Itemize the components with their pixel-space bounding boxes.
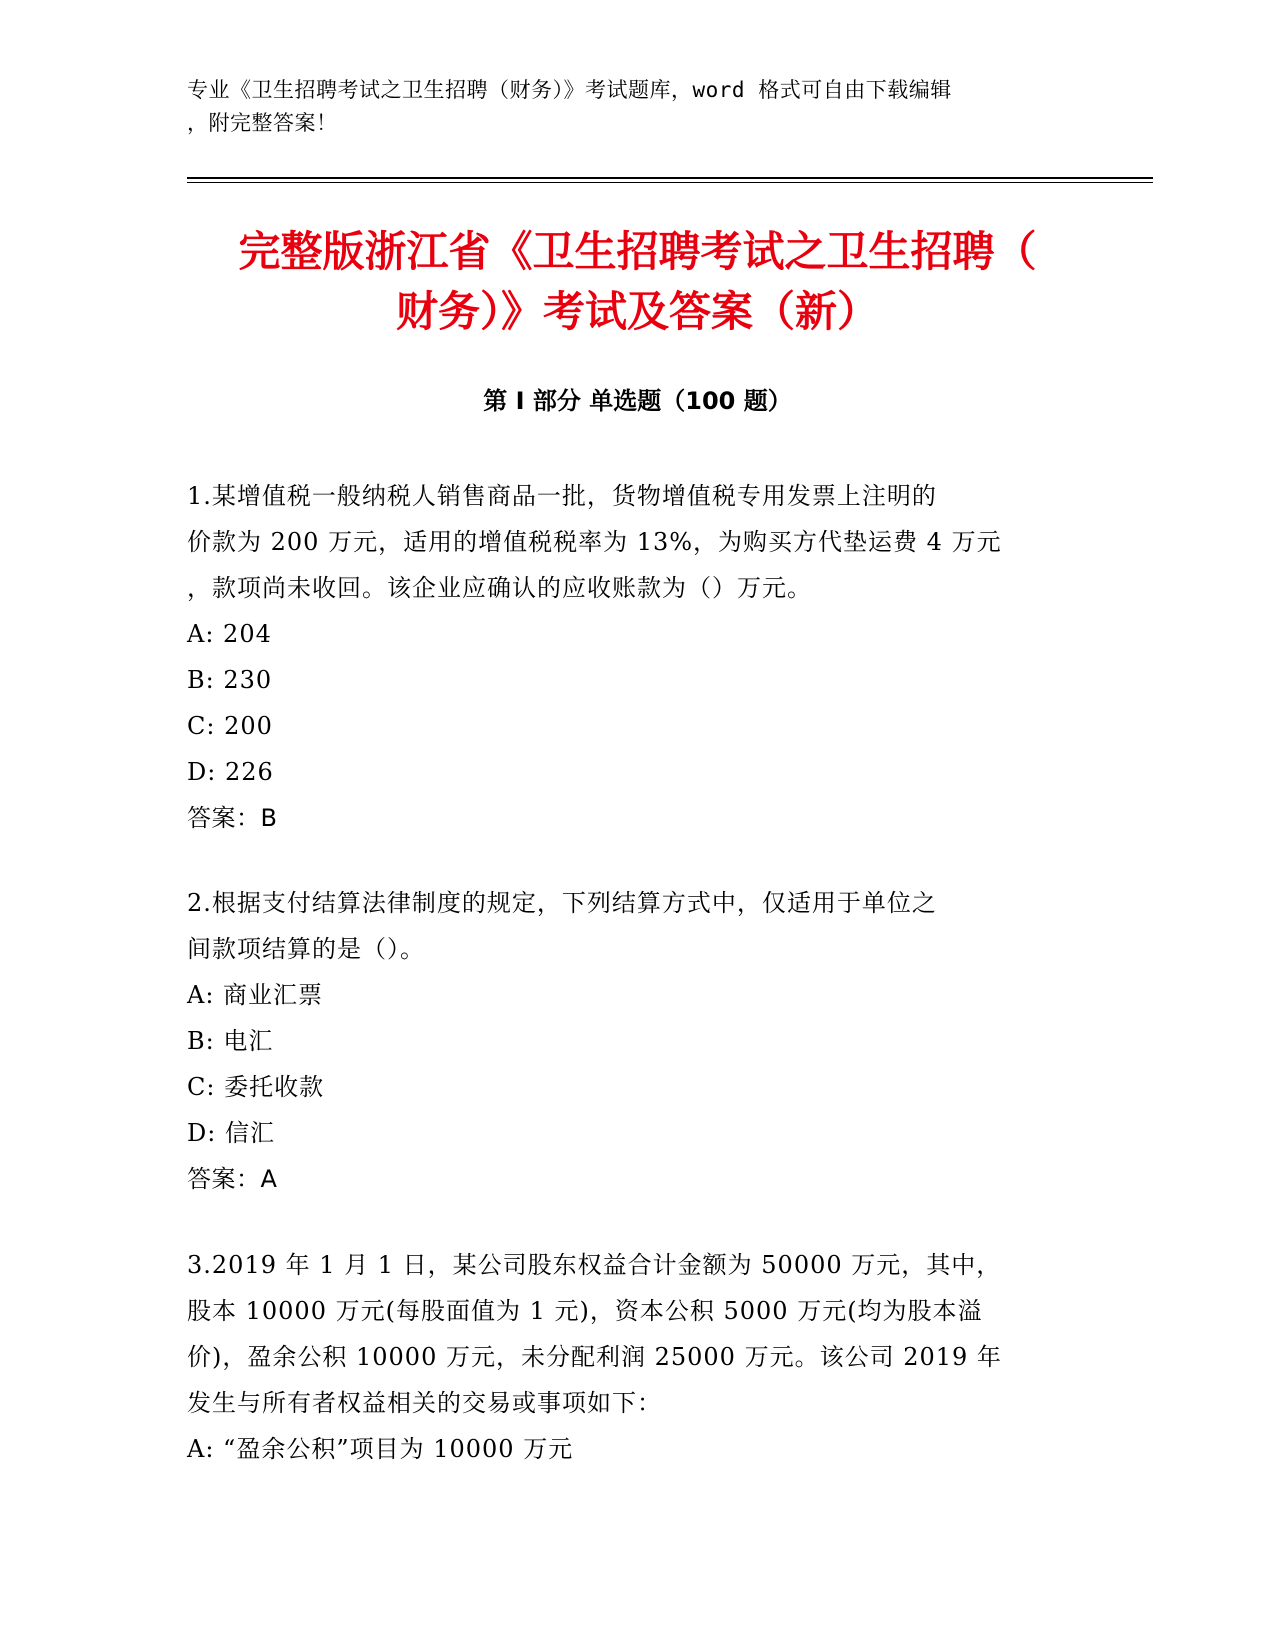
header-note-line-1: 专业《卫生招聘考试之卫生招聘（财务）》考试题库，word 格式可自由下载编辑 xyxy=(187,78,952,102)
question-1-option-c: C: 200 xyxy=(187,712,273,740)
question-2-option-d: D: 信汇 xyxy=(187,1119,275,1147)
question-3-stem-line-4: 发生与所有者权益相关的交易或事项如下： xyxy=(187,1389,662,1417)
section-heading: 第 I 部分 单选题（100 题） xyxy=(483,387,792,415)
question-1-option-b: B: 230 xyxy=(187,666,273,694)
question-2-option-b: B: 电汇 xyxy=(187,1027,274,1055)
question-3-stem-line-2: 股本 10000 万元(每股面值为 1 元)，资本公积 5000 万元(均为股本溢 xyxy=(187,1297,983,1325)
question-2-answer: 答案：A xyxy=(187,1165,278,1193)
document-title-line-1: 完整版浙江省《卫生招聘考试之卫生招聘（ xyxy=(238,227,1037,276)
document-title-line-2: 财务）》考试及答案（新） xyxy=(395,287,879,336)
question-1-stem-line-2: 价款为 200 万元，适用的增值税税率为 13%，为购买方代垫运费 4 万元 xyxy=(187,528,1002,556)
question-1 xyxy=(187,473,1087,841)
header-divider-thick xyxy=(187,177,1153,179)
header-divider-thin xyxy=(187,182,1153,183)
question-2-stem-line-1: 2.根据支付结算法律制度的规定，下列结算方式中，仅适用于单位之 xyxy=(187,889,937,917)
question-1-option-a: A: 204 xyxy=(187,620,272,648)
question-2-option-a: A: 商业汇票 xyxy=(187,981,324,1009)
question-1-stem-line-3: ，款项尚未收回。该企业应确认的应收账款为（）万元。 xyxy=(187,574,812,602)
question-1-stem-line-1: 1.某增值税一般纳税人销售商品一批，货物增值税专用发票上注明的 xyxy=(187,482,937,510)
header-note xyxy=(187,74,1067,140)
question-3-stem-line-3: 价)，盈余公积 10000 万元，未分配利润 25000 万元。该公司 2019 年 xyxy=(187,1343,1002,1371)
question-3-option-a: A: “盈余公积”项目为 10000 万元 xyxy=(187,1435,574,1463)
question-1-answer: 答案：B xyxy=(187,804,278,832)
question-2-stem-line-2: 间款项结算的是（）。 xyxy=(187,935,425,963)
question-2-option-c: C: 委托收款 xyxy=(187,1073,325,1101)
question-3-stem-line-1: 3.2019 年 1 月 1 日，某公司股东权益合计金额为 50000 万元，其中， xyxy=(187,1251,1002,1279)
document-title xyxy=(150,222,1125,342)
question-2 xyxy=(187,880,1087,1202)
header-note-line-2: ，附完整答案！ xyxy=(187,111,338,135)
question-1-option-d: D: 226 xyxy=(187,758,274,786)
question-3 xyxy=(187,1242,1087,1472)
